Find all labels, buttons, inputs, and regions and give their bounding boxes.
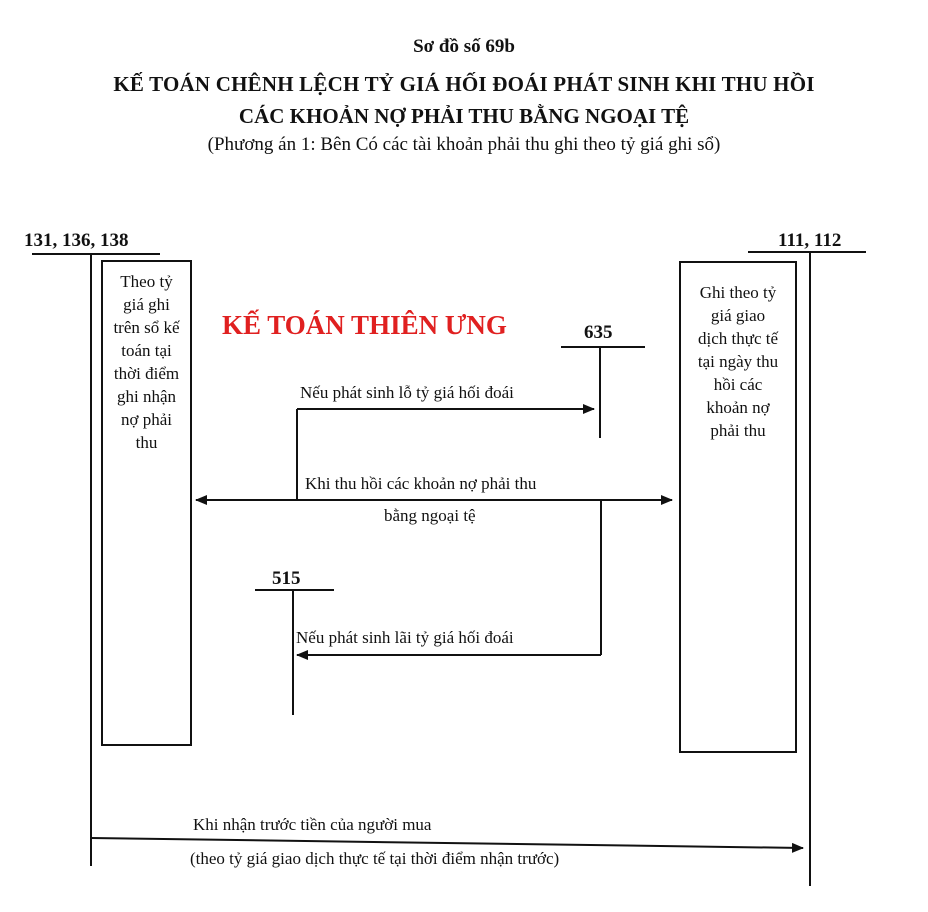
left-box-line: trên sổ kế: [113, 318, 180, 337]
right-box-line: tại ngày thu: [697, 352, 779, 371]
watermark-text: KẾ TOÁN THIÊN ƯNG: [222, 310, 507, 340]
diagram-subtitle: (Phương án 1: Bên Có các tài khoản phải thu ghi theo tỷ giá ghi sổ): [207, 134, 721, 155]
right-box-line: hồi các: [713, 375, 763, 394]
account-receivables-label: 131, 136, 138: [24, 230, 129, 251]
left-box-line: ghi nhận: [116, 387, 177, 406]
diagram-title-line-2: CÁC KHOẢN NỢ PHẢI THU BẰNG NGOẠI TỆ: [238, 104, 690, 128]
diagram-number: Sơ đồ số 69b: [413, 36, 515, 57]
diagram-title-line-1: KẾ TOÁN CHÊNH LỆCH TỶ GIÁ HỐI ĐOÁI PHÁT SINH KHI THU HỒI: [113, 72, 815, 96]
right-box-line: phải thu: [710, 421, 766, 440]
loss-flow-label: Nếu phát sinh lỗ tỷ giá hối đoái: [300, 383, 514, 402]
right-box-line: Ghi theo tỷ: [699, 283, 777, 302]
account-cash-label: 111, 112: [778, 230, 842, 251]
right-box-line: khoản nợ: [706, 398, 770, 417]
collection-flow-label-1: Khi thu hồi các khoản nợ phải thu: [305, 474, 537, 493]
left-box-line: nợ phải: [120, 410, 172, 429]
gain-flow-label: Nếu phát sinh lãi tỷ giá hối đoái: [296, 628, 514, 647]
account-gain-label: 515: [272, 568, 301, 589]
advance-arrow: [91, 838, 803, 848]
left-box-line: giá ghi: [123, 295, 170, 314]
left-box-line: thu: [135, 433, 158, 452]
right-box-line: dịch thực tế: [697, 329, 779, 348]
right-box-line: giá giao: [710, 306, 766, 325]
advance-flow-label-2: (theo tỷ giá giao dịch thực tế tại thời điểm nhận trước): [190, 849, 560, 868]
left-box-line: toán tại: [121, 341, 172, 360]
left-box-line: Theo tỷ: [120, 272, 173, 291]
advance-flow-label-1: Khi nhận trước tiền của người mua: [193, 815, 432, 834]
collection-flow-label-2: bằng ngoại tệ: [384, 506, 476, 525]
left-box-line: thời điểm: [113, 364, 180, 383]
account-loss-label: 635: [584, 322, 613, 343]
